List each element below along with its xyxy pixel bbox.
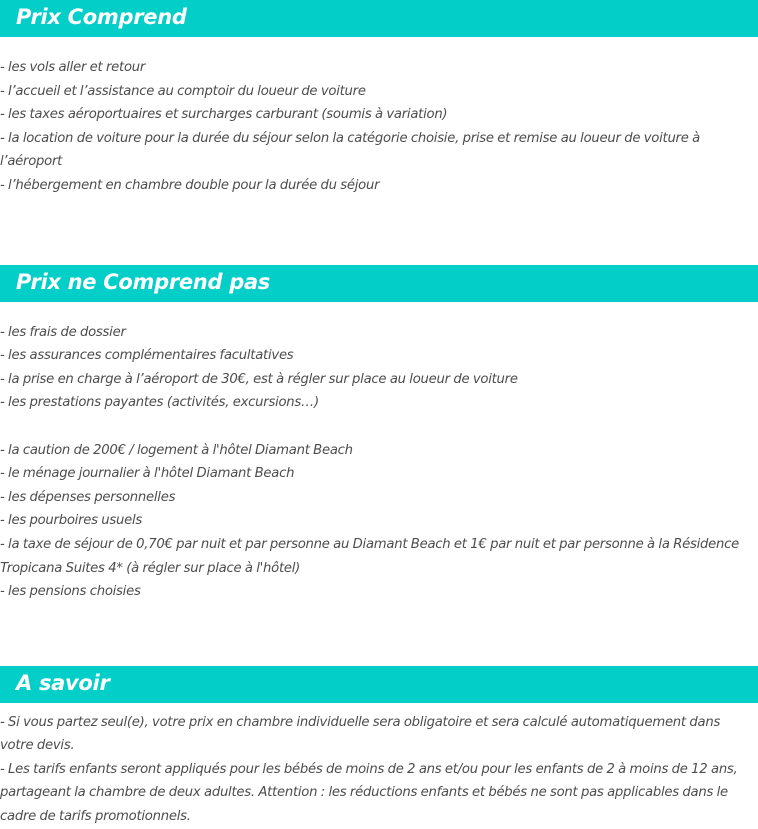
list-item: - Les tarifs enfants seront appliqués pour les bébés de moins de 2 ans et/ou pour les enfants de 2 à moins de 12 ans, partageant la chambre de deux adultes. Attention : les réductions enfants et bébés ne sont pas applicables dans le cadre de tarifs promotionnels. [0,761,738,825]
list-item: - la caution de 200€ / logement à l'hôtel Diamant Beach [0,442,353,458]
list-item: - les pourboires usuels [0,513,142,529]
section-title: Prix Comprend [16,5,187,29]
spacer [0,37,758,56]
blank-line [0,415,748,439]
section-header-a-savoir [0,666,758,703]
section-body-a-savoir [0,711,758,829]
list-item: - le ménage journalier à l'hôtel Diamant Beach [0,466,295,482]
section-title: Prix ne Comprend pas [16,269,271,294]
section-body-prix-ne-comprend-pas [0,321,758,604]
list-item: - les pensions choisies [0,584,141,600]
list-item: - l’hébergement en chambre double pour la durée du séjour [0,177,380,193]
section-header-prix-comprend [0,0,758,37]
list-item: - les vols aller et retour [0,60,146,75]
spacer [0,302,758,321]
list-item: - la prise en charge à l’aéroport de 30€, est à régler sur place au loueur de voiture [0,371,518,387]
list-item: - l’accueil et l’assistance au comptoir du loueur de voiture [0,83,366,99]
spacer [0,604,758,666]
list-item: - les frais de dossier [0,324,126,340]
list-item: - les dépenses personnelles [0,489,176,505]
list-item: - la taxe de séjour de 0,70€ par nuit et par personne au Diamant Beach et 1€ par nuit et par personne à la Résidence Tropicana Suites 4* (à régler sur place à l'hôtel) [0,536,739,576]
list-item: - Si vous partez seul(e), votre prix en chambre individuelle sera obligatoire et sera calculé automatiquement dans votre devis. [0,714,721,754]
section-title: A savoir [16,670,110,695]
list-item: - les assurances complémentaires facultatives [0,348,294,364]
section-body-prix-comprend [0,56,758,198]
list-item: - la location de voiture pour la durée du séjour selon la catégorie choisie, prise et remise au loueur de voiture à l’aéroport [0,130,700,170]
spacer [0,198,758,265]
section-header-prix-ne-comprend-pas [0,265,758,302]
list-item: - les taxes aéroportuaires et surcharges carburant (soumis à variation) [0,107,448,123]
list-item: - les prestations payantes (activités, excursions…) [0,395,319,411]
spacer [0,703,758,711]
